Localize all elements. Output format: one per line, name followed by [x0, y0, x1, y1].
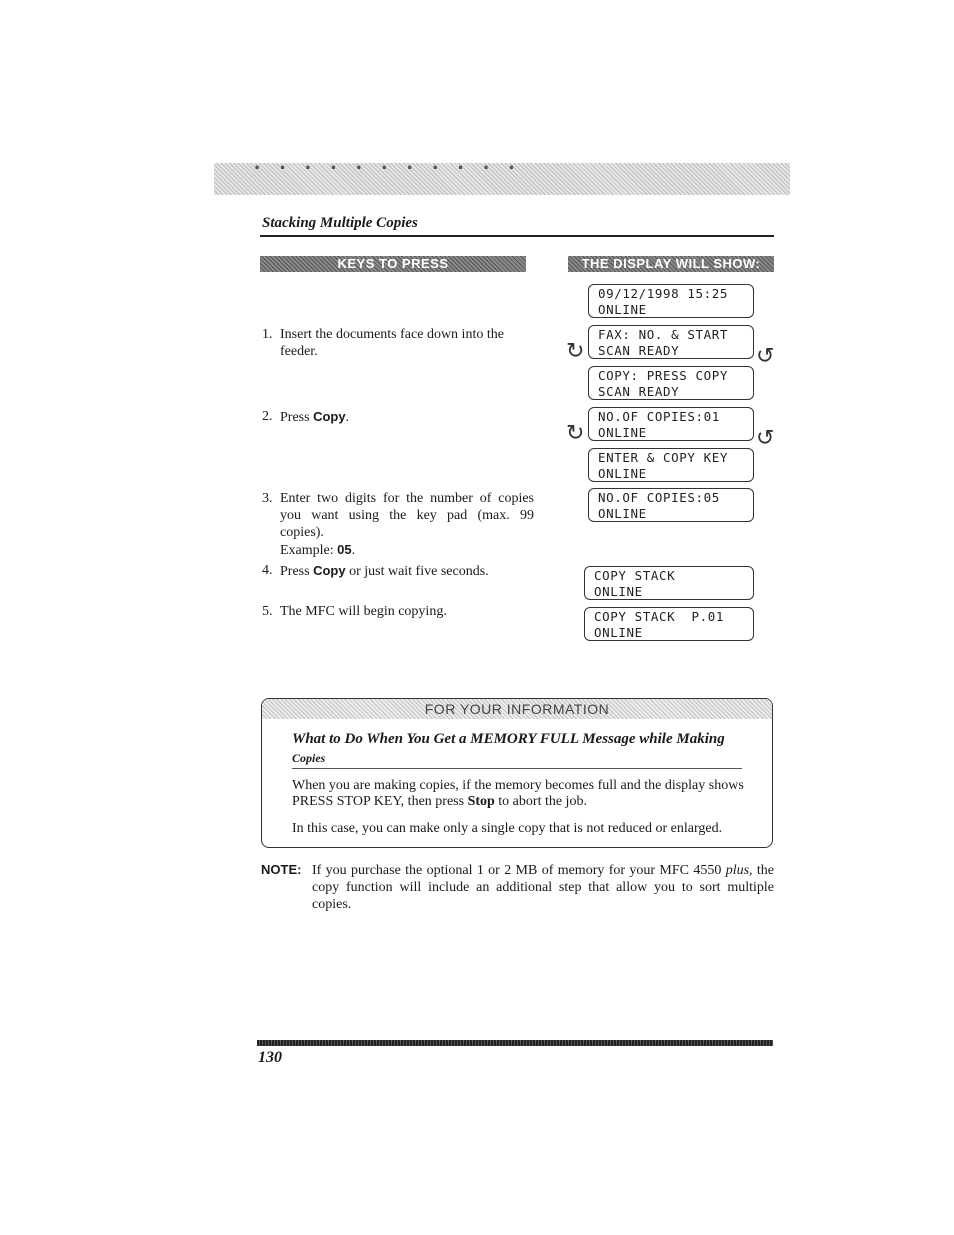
example-value: 05	[337, 542, 352, 557]
keys-to-press-header: KEYS TO PRESS	[260, 256, 526, 272]
step-2	[262, 408, 534, 426]
step-text: Press	[280, 410, 314, 425]
lcd-display-copies-05	[588, 488, 754, 522]
information-paragraph-2: In this case, you can make only a single copy that is not reduced or enlarged.	[292, 821, 723, 836]
lcd-line-2: SCAN READY	[598, 383, 680, 399]
step-number: 4.	[262, 563, 273, 578]
note-plus: plus	[725, 863, 750, 878]
lcd-line-2: SCAN READY	[598, 342, 680, 358]
step-3	[262, 490, 534, 559]
lcd-line-2: ONLINE	[594, 624, 643, 640]
lcd-line-1: NO.OF COPIES:05	[598, 490, 720, 505]
lcd-line-2: ONLINE	[598, 465, 647, 481]
lcd-display-copy-stack-page	[584, 607, 754, 641]
note-text-start: If you purchase the optional 1 or 2 MB of memory for your MFC 4550	[312, 863, 726, 878]
note-label: NOTE:	[261, 862, 302, 877]
lcd-line-1: COPY STACK P.01	[594, 609, 725, 624]
lcd-display-copy-stack	[584, 566, 754, 600]
copy-key-label: Copy	[313, 409, 346, 424]
step-text: The MFC will begin copying.	[280, 604, 447, 619]
lcd-display-fax-start	[588, 325, 754, 359]
lcd-line-2: ONLINE	[598, 505, 647, 521]
page-number: 130	[258, 1049, 282, 1066]
lcd-line-1: FAX: NO. & START	[598, 327, 729, 342]
cycle-arrow-left-icon: ↻	[566, 339, 585, 364]
lcd-display-copies-01	[588, 407, 754, 441]
lcd-line-2: ONLINE	[598, 424, 647, 440]
example-label: Example:	[280, 543, 338, 558]
information-title: What to Do When You Get a MEMORY FULL Message while Making	[292, 731, 725, 747]
lcd-line-2: ONLINE	[598, 301, 647, 317]
step-text: Insert the documents face down into the feeder.	[280, 327, 504, 359]
information-rule	[292, 768, 742, 769]
lcd-display-date	[588, 284, 754, 318]
step-number: 2.	[262, 409, 273, 424]
step-number: 1.	[262, 327, 273, 342]
information-band: FOR YOUR INFORMATION	[262, 699, 772, 719]
information-text-end: to abort the job.	[494, 794, 587, 809]
step-number: 3.	[262, 491, 273, 506]
information-paragraph-1	[292, 778, 752, 810]
display-will-show-header: THE DISPLAY WILL SHOW:	[568, 256, 774, 272]
lcd-line-1: NO.OF COPIES:01	[598, 409, 720, 424]
step-text: Enter two digits for the number of copies you want using the key pad (max. 99 copies).	[280, 491, 534, 540]
information-subtitle: Copies	[292, 751, 326, 765]
step-5	[262, 603, 534, 620]
stop-key-label: Stop	[467, 794, 495, 809]
lcd-line-1: COPY: PRESS COPY	[598, 368, 729, 383]
footer-band	[257, 1040, 773, 1046]
lcd-line-1: COPY STACK	[594, 568, 676, 583]
lcd-line-2: ONLINE	[594, 583, 643, 599]
lcd-display-enter-copy	[588, 448, 754, 482]
lcd-display-copy-press	[588, 366, 754, 400]
information-text: When you are making copies, if the memory becomes full and the display shows PRESS STOP KEY, then press	[292, 778, 744, 809]
note-text	[312, 862, 774, 913]
example-end: .	[351, 543, 356, 558]
cycle-arrow-right-icon: ↺	[756, 426, 775, 451]
step-1	[262, 326, 534, 360]
step-text-end: .	[345, 410, 350, 425]
cycle-arrow-right-icon: ↺	[756, 344, 775, 369]
step-text-end: or just wait five seconds.	[345, 564, 489, 579]
step-4	[262, 562, 534, 580]
note-text-end: , the copy function will include an additional step that allow you to sort multiple copies.	[312, 863, 775, 912]
step-text: Press	[280, 564, 314, 579]
information-box	[261, 698, 773, 848]
chapter-header-text: · · · · · · · · · · ·	[254, 163, 522, 180]
copy-key-label: Copy	[313, 563, 346, 578]
section-rule	[260, 235, 774, 237]
chapter-header-band	[214, 163, 790, 195]
section-title: Stacking Multiple Copies	[262, 215, 418, 231]
step-number: 5.	[262, 604, 273, 619]
lcd-line-1: ENTER & COPY KEY	[598, 450, 729, 465]
cycle-arrow-left-icon: ↻	[566, 421, 585, 446]
lcd-line-1: 09/12/1998 15:25	[598, 286, 729, 301]
